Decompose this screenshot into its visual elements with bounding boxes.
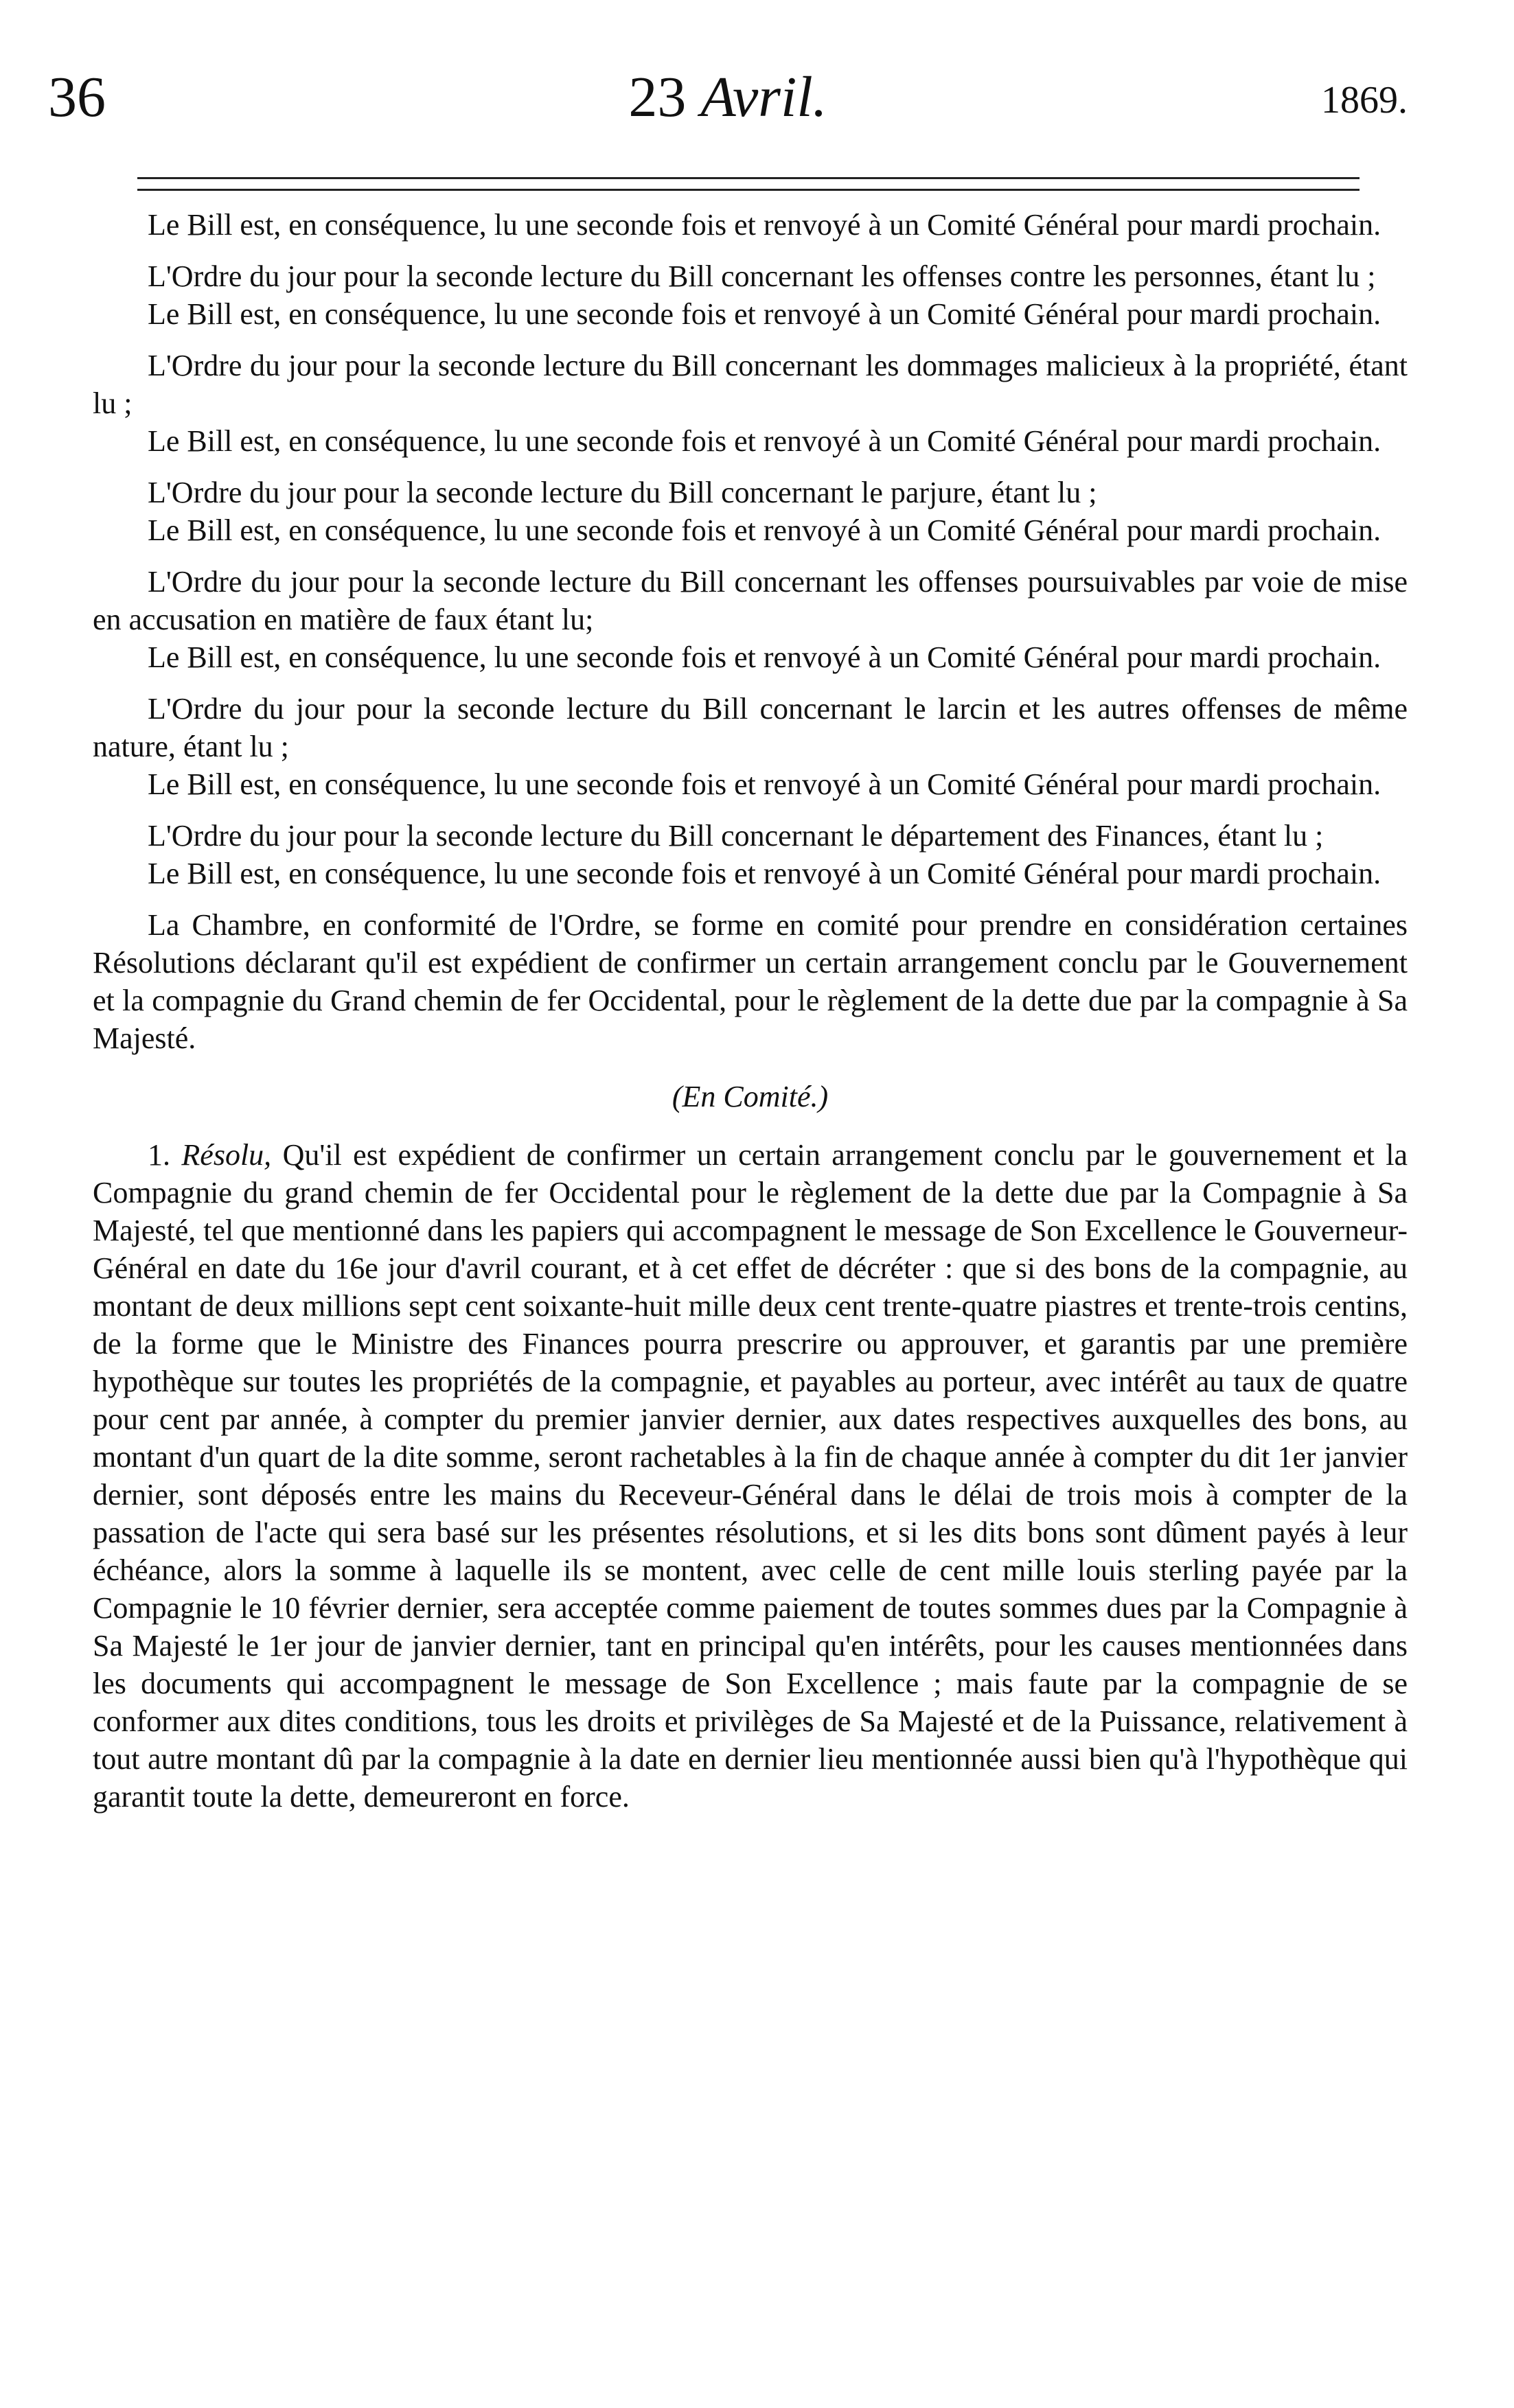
paragraph-block (93, 474, 1408, 549)
paragraph-block (93, 906, 1408, 1057)
paragraph: L'Ordre du jour pour la seconde lecture du Bill concernant le larcin et les autres offenses de même nature, étant lu ; (93, 692, 1408, 763)
paragraph: Le Bill est, en conséquence, lu une seconde fois et renvoyé à un Comité Général pour mardi prochain. (148, 513, 1381, 547)
page-body (93, 206, 1408, 1816)
resolution-number: 1. (148, 1138, 170, 1172)
resolution-paragraph (93, 1136, 1408, 1816)
page-date (48, 65, 1408, 129)
page-number: 36 (48, 65, 106, 129)
paragraph-block (93, 257, 1408, 333)
paragraph-block (93, 563, 1408, 676)
date-day: 23 (628, 65, 687, 129)
paragraph: L'Ordre du jour pour la seconde lecture du Bill concernant le département des Finances, étant lu ; (148, 819, 1324, 853)
committee-heading: (En Comité.) (672, 1080, 829, 1113)
paragraph-block (93, 206, 1408, 244)
paragraph: L'Ordre du jour pour la seconde lecture du Bill concernant les offenses contre les personnes, étant lu ; (148, 259, 1376, 293)
paragraph-block (93, 817, 1408, 892)
paragraph: L'Ordre du jour pour la seconde lecture du Bill concernant les dommages malicieux à la propriété, étant lu ; (93, 349, 1408, 420)
paragraph: Le Bill est, en conséquence, lu une seconde fois et renvoyé à un Comité Général pour mardi prochain. (148, 857, 1381, 890)
page-header (48, 0, 1408, 165)
resolution-text: Qu'il est expédient de confirmer un certain arrangement conclu par le gouvernement et la Compagnie du grand chemin de fer Occidental pour le règlement de la dette due par la Compagnie à Sa Majesté, tel que mentionné dans les papiers qui accompagnent le message de Son Excellence le Gouverneur-Général en date du 16e jour d'avril courant, et à cet effet de décréter : que si des bons de la compagnie, au montant de deux millions sept cent soixante-huit mille deux cent trente-quatre piastres et trente-trois centins, de la forme que le Ministre des Finances pourra prescrire ou approuver, et garantis par une première hypothèque sur toutes les propriétés de la compagnie, et payables au porteur, avec intérêt au taux de quatre pour cent par année, à compter du premier janvier dernier, aux dates respectives auxquelles des bons, au montant d'un quart de la dite somme, seront rachetables à la fin de chaque année à compter du dit 1er janvier dernier, sont déposés entre les mains du Receveur-Général dans le délai de trois mois à compter de la passation de l'acte qui sera basé sur les présentes résolutions, et si les dits bons sont dûment payés à leur échéance, alors la somme à laquelle ils se montent, avec celle de cent mille louis sterling payée par la Compagnie le 10 février dernier, sera acceptée comme paiement de toutes sommes dues par la Compagnie à Sa Majesté le 1er jour de janvier dernier, tant en principal qu'en intérêts, pour les causes mentionnées dans les documents qui accompagnent le message de Son Excellence ; mais faute par la compagnie de se conformer aux dites conditions, tous les droits et privilèges de Sa Majesté et de la Puissance, relativement à tout autre montant dû par la compagnie à la date en dernier lieu mentionnée aussi bien qu'à l'hypothèque qui garantit toute la dette, demeureront en force. (93, 1138, 1408, 1814)
header-rule (137, 177, 1360, 191)
paragraph: Le Bill est, en conséquence, lu une seconde fois et renvoyé à un Comité Général pour mardi prochain. (148, 424, 1381, 458)
date-month: Avril. (700, 65, 827, 129)
resolution-label: Résolu, (181, 1138, 272, 1172)
paragraph: La Chambre, en conformité de l'Ordre, se forme en comité pour prendre en considération certaines Résolutions déclarant qu'il est expédient de confirmer un certain arrangement conclu par le Gouvernement et la compagnie du Grand chemin de fer Occidental, pour le règlement de la dette due par la compagnie à Sa Majesté. (93, 908, 1408, 1055)
paragraph: Le Bill est, en conséquence, lu une seconde fois et renvoyé à un Comité Général pour mardi prochain. (148, 297, 1381, 331)
paragraph: Le Bill est, en conséquence, lu une seconde fois et renvoyé à un Comité Général pour mardi prochain. (148, 208, 1381, 242)
page-year: 1869. (1321, 79, 1408, 121)
paragraph-block (93, 347, 1408, 460)
paragraph: Le Bill est, en conséquence, lu une seconde fois et renvoyé à un Comité Général pour mardi prochain. (148, 640, 1381, 674)
paragraph-block (93, 690, 1408, 803)
paragraph: L'Ordre du jour pour la seconde lecture du Bill concernant les offenses poursuivables par voie de mise en accusation en matière de faux étant lu; (93, 565, 1408, 636)
paragraph: L'Ordre du jour pour la seconde lecture du Bill concernant le parjure, étant lu ; (148, 476, 1097, 509)
paragraph: Le Bill est, en conséquence, lu une seconde fois et renvoyé à un Comité Général pour mardi prochain. (148, 767, 1381, 801)
